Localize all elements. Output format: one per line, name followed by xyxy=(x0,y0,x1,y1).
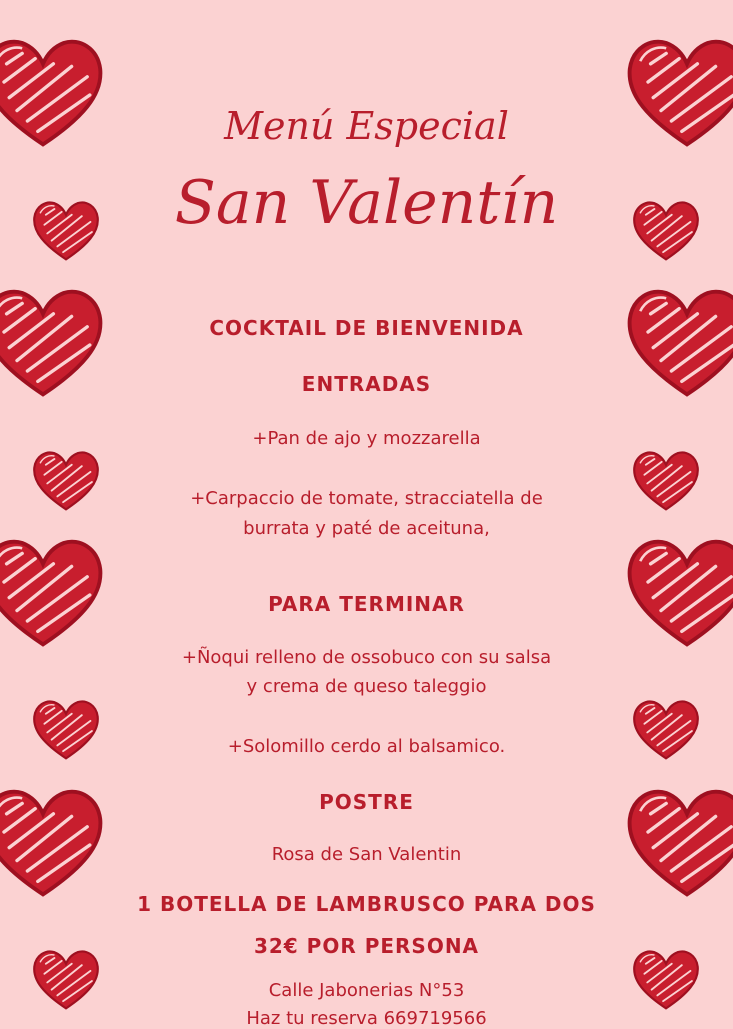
entradas-item-2-line-1: +Carpaccio de tomate, stracciatella de xyxy=(190,488,543,509)
reservation-phone: Haz tu reserva 669719566 xyxy=(246,1008,487,1029)
menu-title: San Valentín xyxy=(174,168,559,238)
entradas-item-2-line-2: burrata y paté de aceituna, xyxy=(243,518,490,539)
para-terminar-item-2: +Solomillo cerdo al balsamico. xyxy=(227,736,506,757)
menu-subtitle: Menú Especial xyxy=(224,104,509,148)
entradas-item-1: +Pan de ajo y mozzarella xyxy=(252,428,481,449)
para-terminar-item-1-line-1: +Ñoqui relleno de ossobuco con su salsa xyxy=(181,647,552,668)
entradas-heading: ENTRADAS xyxy=(301,372,432,396)
postre-item: Rosa de San Valentin xyxy=(271,844,462,865)
para-terminar-item-1-line-2: y crema de queso taleggio xyxy=(246,676,487,697)
price: 32€ POR PERSONA xyxy=(253,934,480,958)
bottle-offer: 1 BOTELLA DE LAMBRUSCO PARA DOS xyxy=(137,892,596,916)
welcome-heading: COCKTAIL DE BIENVENIDA xyxy=(209,316,524,340)
address: Calle Jabonerias N°53 xyxy=(268,980,465,1001)
para-terminar-heading: PARA TERMINAR xyxy=(268,592,465,616)
postre-heading: POSTRE xyxy=(319,790,414,814)
